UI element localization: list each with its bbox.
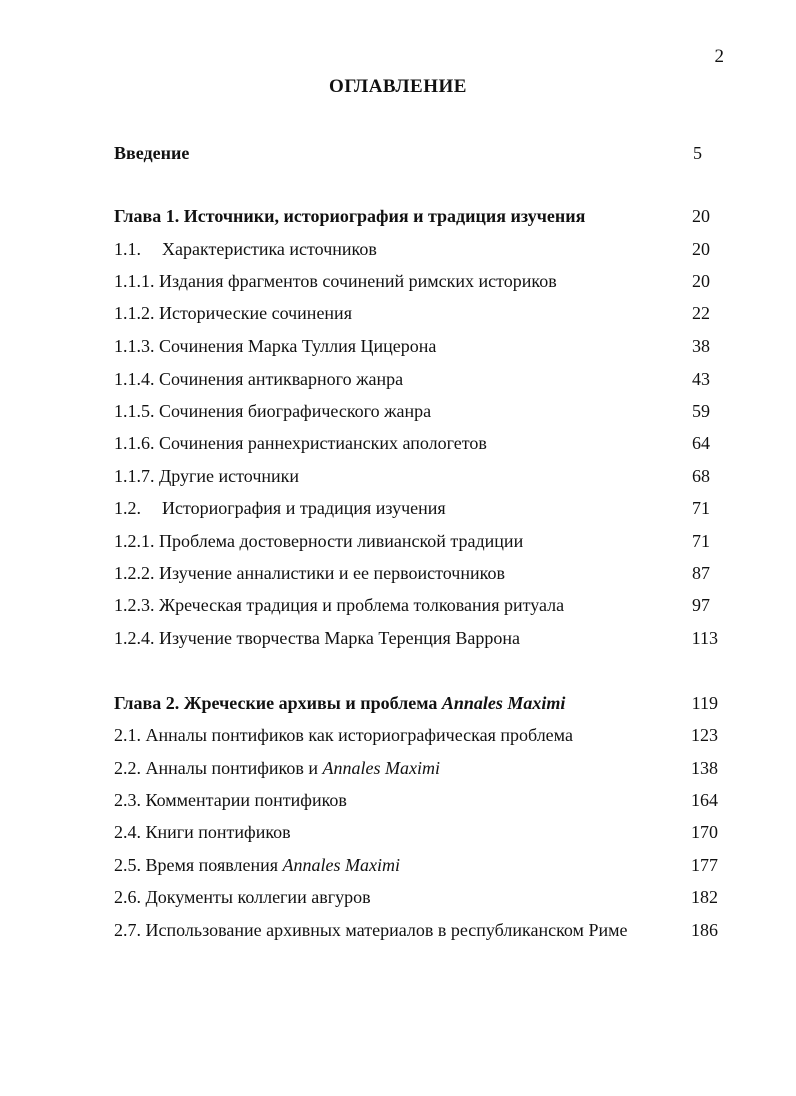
toc-entry-page: 20	[692, 239, 710, 259]
toc-entry	[114, 819, 724, 845]
toc-entry	[114, 236, 724, 262]
toc-entry	[114, 592, 724, 618]
toc-entry-label: Издания фрагментов сочинений римских историков	[159, 271, 557, 291]
toc-entry-label: Историография и традиция изучения	[162, 498, 446, 518]
toc-chapter-2-heading	[114, 690, 565, 716]
toc-entry-label: Другие источники	[159, 466, 300, 486]
toc-entry-page: 87	[692, 563, 710, 583]
toc-entry-page: 164	[691, 790, 718, 810]
toc-entry	[114, 755, 724, 781]
toc-entry-number: 1.1.2.	[114, 303, 155, 323]
toc-entry-label: Характеристика источников	[162, 239, 377, 259]
toc-entry-number: 1.1.5.	[114, 401, 155, 421]
toc-entry-page: 71	[692, 531, 710, 551]
toc-entry	[114, 625, 724, 651]
toc-chapter-2	[114, 690, 724, 716]
toc-entry-page: 177	[691, 855, 718, 875]
toc-intro	[114, 140, 724, 166]
toc-entry-page: 123	[691, 725, 718, 745]
toc-entry-page: 43	[692, 369, 710, 389]
toc-entry	[114, 430, 724, 456]
toc-entry-label: Сочинения раннехристианских апологетов	[159, 433, 487, 453]
toc-entry-number: 2.1.	[114, 725, 141, 745]
toc-entry-number: 1.1.3.	[114, 336, 155, 356]
toc-entry	[114, 366, 724, 392]
toc-entry-page: 138	[691, 758, 718, 778]
toc-entry-number: 2.4.	[114, 822, 141, 842]
toc-entry-number: 1.2.3.	[114, 595, 155, 615]
toc-entry-label: Книги понтификов	[145, 822, 291, 842]
toc-entry-page: 20	[692, 271, 710, 291]
toc-entry-label: Анналы понтификов как историографическая проблема	[145, 725, 573, 745]
toc-chapter-2-heading-italic: Annales Maximi	[441, 693, 566, 713]
toc-entry-page: 59	[692, 401, 710, 421]
toc-entry-label: Исторические сочинения	[159, 303, 352, 323]
toc-entry-number: 1.2.2.	[114, 563, 155, 583]
toc-entry	[114, 333, 724, 359]
toc-entry	[114, 528, 724, 554]
toc-entry-page: 97	[692, 595, 710, 615]
toc-entry	[114, 852, 724, 878]
toc-entry-number: 2.7.	[114, 920, 141, 940]
toc-entry-page: 186	[691, 920, 718, 940]
toc-intro-label: Введение	[114, 143, 190, 163]
toc-entry	[114, 917, 724, 943]
toc-entry	[114, 884, 724, 910]
toc-chapter-1	[114, 203, 724, 229]
toc-entry	[114, 560, 724, 586]
page-number: 2	[714, 46, 724, 67]
toc-entry-page: 64	[692, 433, 710, 453]
toc-entry-number: 2.2.	[114, 758, 141, 778]
toc-entry-italic: Annales Maximi	[282, 855, 400, 875]
toc-entry-number: 1.1.4.	[114, 369, 155, 389]
toc-chapter-2-heading-text: Глава 2. Жреческие архивы и проблема	[114, 693, 438, 713]
toc-entry-number: 2.6.	[114, 887, 141, 907]
toc-entry	[114, 398, 724, 424]
toc-entry-number: 1.1.1.	[114, 271, 155, 291]
toc-entry-page: 38	[692, 336, 710, 356]
toc-entry-label: Анналы понтификов и	[145, 758, 319, 778]
toc-entry-label: Время появления	[145, 855, 279, 875]
toc-entry	[114, 300, 724, 326]
toc-entry-page: 22	[692, 303, 710, 323]
toc-entry	[114, 268, 724, 294]
toc-chapter-2-page: 119	[691, 693, 718, 713]
toc-entry-number: 1.1.	[114, 239, 141, 259]
toc-entry-page: 170	[691, 822, 718, 842]
toc-entry-number: 2.3.	[114, 790, 141, 810]
toc-entry-number: 1.1.6.	[114, 433, 155, 453]
page-title: ОГЛАВЛЕНИЕ	[329, 76, 467, 97]
toc-entry-page: 113	[691, 628, 718, 648]
toc-entry-label: Изучение творчества Марка Теренция Варрона	[159, 628, 520, 648]
toc-entry-label: Документы коллегии авгуров	[145, 887, 371, 907]
toc-entry-label: Комментарии понтификов	[145, 790, 347, 810]
toc-entry	[114, 722, 724, 748]
toc-entry-page: 68	[692, 466, 710, 486]
toc-entry	[114, 463, 724, 489]
toc-entry-page: 71	[692, 498, 710, 518]
toc-chapter-1-page: 20	[692, 206, 710, 226]
toc-entry-number: 2.5.	[114, 855, 141, 875]
toc-entry-number: 1.2.	[114, 498, 141, 518]
toc-entry-label: Изучение анналистики и ее первоисточников	[159, 563, 505, 583]
toc-entry	[114, 495, 724, 521]
toc-entry-label: Использование архивных материалов в республиканском Риме	[145, 920, 628, 940]
toc-entry-label: Сочинения антикварного жанра	[159, 369, 404, 389]
toc-intro-page: 5	[693, 143, 702, 163]
toc-chapter-1-heading: Глава 1. Источники, историография и традиция изучения	[114, 206, 586, 226]
toc-entry	[114, 787, 724, 813]
toc-entry-number: 1.2.1.	[114, 531, 155, 551]
toc-entry-number: 1.2.4.	[114, 628, 155, 648]
toc-entry-label: Сочинения Марка Туллия Цицерона	[159, 336, 437, 356]
toc-entry-label: Жреческая традиция и проблема толкования ритуала	[159, 595, 565, 615]
toc-entry-label: Проблема достоверности ливианской традиции	[159, 531, 524, 551]
toc-entry-number: 1.1.7.	[114, 466, 155, 486]
toc-entry-italic: Annales Maximi	[322, 758, 440, 778]
toc-entry-page: 182	[691, 887, 718, 907]
toc-entry-label: Сочинения биографического жанра	[159, 401, 432, 421]
